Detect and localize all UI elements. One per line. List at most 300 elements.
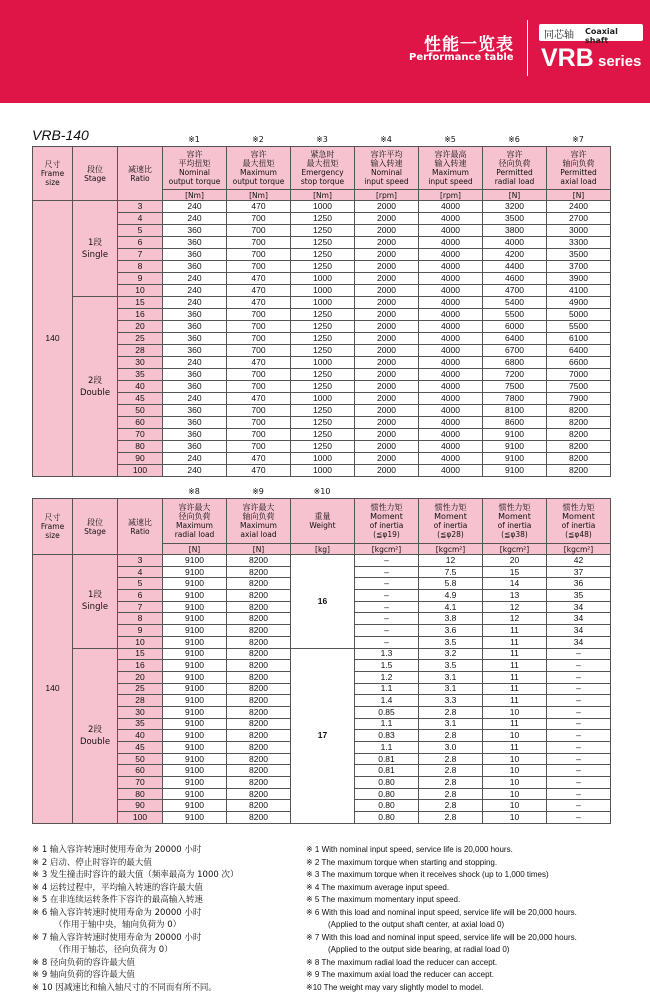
table-row <box>33 369 611 381</box>
ratio-cell: 100 <box>118 465 163 477</box>
value-cell: 0.81 <box>355 765 419 777</box>
value-cell: – <box>547 812 611 824</box>
value-cell: 2000 <box>355 237 419 249</box>
unit-cell: [N] <box>227 544 291 555</box>
value-cell: 8600 <box>483 417 547 429</box>
value-cell: 4000 <box>483 237 547 249</box>
value-cell: 2000 <box>355 393 419 405</box>
header-line: 惯性力矩 <box>434 503 467 512</box>
value-cell: 8200 <box>547 429 611 441</box>
note-line: ※ 7 With this load and nominal input speed, service life will be 20,000 hours. <box>306 932 577 942</box>
value-cell: 8200 <box>227 578 291 590</box>
value-cell: 8200 <box>227 718 291 730</box>
value-cell: 12 <box>483 613 547 625</box>
ratio-cell: 50 <box>118 753 163 765</box>
value-cell: 2000 <box>355 429 419 441</box>
value-cell: 1250 <box>291 405 355 417</box>
ratio-cell: 7 <box>118 601 163 613</box>
value-cell: – <box>547 683 611 695</box>
value-cell: 1000 <box>291 201 355 213</box>
value-cell: 9100 <box>163 578 227 590</box>
header-line: 容许 <box>250 150 267 159</box>
header-ratio-en: Ratio <box>130 526 150 536</box>
header-line: of inertia <box>433 521 468 530</box>
value-cell: 470 <box>227 393 291 405</box>
notes-chinese <box>32 844 302 994</box>
value-cell: 700 <box>227 309 291 321</box>
value-cell: 0.80 <box>355 788 419 800</box>
note-line: （作用于轴芯，径向负荷为 0） <box>54 945 173 955</box>
note-mark: ※6 <box>508 135 520 144</box>
value-cell: 2.8 <box>419 777 483 789</box>
value-cell: 2000 <box>355 273 419 285</box>
table-row <box>33 429 611 441</box>
value-cell: 9100 <box>163 753 227 765</box>
header-frame-en-1: Frame <box>40 169 65 178</box>
note-mark: ※10 <box>313 487 331 496</box>
value-cell: 4000 <box>419 237 483 249</box>
value-cell: 7800 <box>483 393 547 405</box>
ratio-cell: 35 <box>118 718 163 730</box>
ratio-cell: 25 <box>118 683 163 695</box>
note-mark: ※5 <box>444 135 456 144</box>
value-cell: 1250 <box>291 381 355 393</box>
header-frame-en-2: size <box>45 178 60 187</box>
header-column <box>419 147 483 190</box>
value-cell: 240 <box>163 357 227 369</box>
value-cell: 2400 <box>547 201 611 213</box>
value-cell: 240 <box>163 201 227 213</box>
value-cell: 5400 <box>483 297 547 309</box>
value-cell: 6100 <box>547 333 611 345</box>
value-cell: 1000 <box>291 393 355 405</box>
value-cell: 3.8 <box>419 613 483 625</box>
table-row <box>33 357 611 369</box>
table-row <box>33 309 611 321</box>
header-line: 容许最大 <box>178 503 211 512</box>
value-cell: 470 <box>227 285 291 297</box>
value-cell: – <box>355 555 419 567</box>
header-ratio <box>118 147 163 201</box>
value-cell: 4000 <box>419 333 483 345</box>
weight-double-cell: 17 <box>291 648 355 823</box>
ratio-cell: 45 <box>118 742 163 754</box>
header-line: 最大扭矩 <box>242 159 275 168</box>
note-mark: ※9 <box>252 487 264 496</box>
note-line: ※ 6 With this load and nominal input speed, service life will be 20,000 hours. <box>306 907 577 917</box>
value-cell: 1.3 <box>355 648 419 660</box>
value-cell: 9100 <box>163 636 227 648</box>
value-cell: 360 <box>163 237 227 249</box>
header-line: 惯性力矩 <box>498 503 531 512</box>
value-cell: 4000 <box>419 417 483 429</box>
stage-cn: 2段 <box>88 375 102 386</box>
value-cell: 700 <box>227 321 291 333</box>
value-cell: 34 <box>547 625 611 637</box>
ratio-cell: 35 <box>118 369 163 381</box>
header-column <box>163 147 227 190</box>
value-cell: – <box>547 742 611 754</box>
value-cell: 9100 <box>163 800 227 812</box>
banner-title-en: Performance table <box>409 52 514 63</box>
value-cell: 7000 <box>547 369 611 381</box>
value-cell: 3.3 <box>419 695 483 707</box>
value-cell: 700 <box>227 345 291 357</box>
notes-english <box>306 844 646 994</box>
value-cell: – <box>547 660 611 672</box>
value-cell: 0.85 <box>355 706 419 718</box>
value-cell: 9100 <box>163 683 227 695</box>
value-cell: 10 <box>483 765 547 777</box>
value-cell: 2000 <box>355 345 419 357</box>
value-cell: – <box>355 613 419 625</box>
value-cell: 240 <box>163 465 227 477</box>
header-column <box>291 499 355 544</box>
value-cell: 4900 <box>547 297 611 309</box>
performance-table-2 <box>32 498 611 824</box>
header-stage <box>73 147 118 201</box>
value-cell: 1000 <box>291 465 355 477</box>
value-cell: 360 <box>163 429 227 441</box>
ratio-cell: 4 <box>118 213 163 225</box>
header-line: (≦φ28) <box>437 530 464 539</box>
value-cell: 700 <box>227 369 291 381</box>
value-cell: – <box>547 777 611 789</box>
weight-single-cell: 16 <box>291 555 355 649</box>
value-cell: – <box>547 800 611 812</box>
value-cell: 4000 <box>419 345 483 357</box>
value-cell: 6700 <box>483 345 547 357</box>
header-line: Maximum <box>240 168 277 177</box>
header-line: axial load <box>240 530 277 539</box>
header-ratio <box>118 499 163 555</box>
stage-cn: 1段 <box>88 237 102 248</box>
stage-en: Single <box>81 249 109 260</box>
value-cell: 2000 <box>355 225 419 237</box>
header-ratio-cn: 减速比 <box>128 517 152 527</box>
ratio-cell: 15 <box>118 297 163 309</box>
value-cell: 4.1 <box>419 601 483 613</box>
value-cell: 9100 <box>163 613 227 625</box>
header-line: Maximum <box>432 168 469 177</box>
value-cell: – <box>547 706 611 718</box>
ratio-cell: 10 <box>118 285 163 297</box>
value-cell: 9100 <box>163 590 227 602</box>
unit-cell: [kgcm²] <box>483 544 547 555</box>
value-cell: 700 <box>227 381 291 393</box>
header-line: 轴向负荷 <box>242 512 275 521</box>
ratio-cell: 28 <box>118 345 163 357</box>
value-cell: 15 <box>483 566 547 578</box>
value-cell: 240 <box>163 213 227 225</box>
table-row <box>33 345 611 357</box>
value-cell: 2000 <box>355 201 419 213</box>
value-cell: – <box>547 718 611 730</box>
value-cell: 1250 <box>291 345 355 357</box>
ratio-cell: 90 <box>118 800 163 812</box>
value-cell: 4000 <box>419 309 483 321</box>
header-line: 容许最大 <box>242 503 275 512</box>
value-cell: 2000 <box>355 297 419 309</box>
note-line: ※ 9 The maximum axial load the reducer can accept. <box>306 970 494 979</box>
value-cell: – <box>355 590 419 602</box>
model-title: VRB-140 <box>32 127 89 143</box>
value-cell: 5000 <box>547 309 611 321</box>
value-cell: – <box>355 636 419 648</box>
table-row <box>33 273 611 285</box>
value-cell: 8200 <box>547 453 611 465</box>
value-cell: 9100 <box>163 625 227 637</box>
table-row <box>33 237 611 249</box>
value-cell: 3500 <box>547 249 611 261</box>
value-cell: 3.1 <box>419 683 483 695</box>
value-cell: 700 <box>227 249 291 261</box>
value-cell: 9100 <box>163 730 227 742</box>
value-cell: 2.8 <box>419 765 483 777</box>
value-cell: 360 <box>163 309 227 321</box>
value-cell: 4400 <box>483 261 547 273</box>
ratio-cell: 50 <box>118 405 163 417</box>
value-cell: 4700 <box>483 285 547 297</box>
value-cell: 4000 <box>419 357 483 369</box>
note-mark: ※1 <box>188 135 200 144</box>
value-cell: 1250 <box>291 261 355 273</box>
value-cell: 4000 <box>419 381 483 393</box>
ratio-cell: 7 <box>118 249 163 261</box>
note-line: ※ 1 With nominal input speed, service life is 20,000 hours. <box>306 845 513 854</box>
value-cell: 10 <box>483 788 547 800</box>
value-cell: 360 <box>163 345 227 357</box>
value-cell: 1000 <box>291 297 355 309</box>
header-line: 容许 <box>506 150 523 159</box>
header-banner <box>0 0 650 103</box>
value-cell: 3.0 <box>419 742 483 754</box>
value-cell: 700 <box>227 333 291 345</box>
value-cell: 8200 <box>227 753 291 765</box>
value-cell: 1000 <box>291 453 355 465</box>
value-cell: 3200 <box>483 201 547 213</box>
value-cell: 1.2 <box>355 671 419 683</box>
value-cell: 2700 <box>547 213 611 225</box>
value-cell: 7900 <box>547 393 611 405</box>
table-row <box>33 285 611 297</box>
note-mark: ※8 <box>188 487 200 496</box>
unit-cell: [kgcm²] <box>419 544 483 555</box>
value-cell: 3900 <box>547 273 611 285</box>
value-cell: 8200 <box>227 683 291 695</box>
value-cell: 2.8 <box>419 706 483 718</box>
ratio-cell: 10 <box>118 636 163 648</box>
header-frame-size <box>33 147 73 201</box>
performance-table-1 <box>32 146 611 477</box>
value-cell: – <box>355 566 419 578</box>
value-cell: 8200 <box>227 590 291 602</box>
value-cell: 2.8 <box>419 753 483 765</box>
value-cell: 6800 <box>483 357 547 369</box>
value-cell: 9100 <box>483 465 547 477</box>
note-line: ※ 8 The maximum radial load the reducer can accept. <box>306 957 498 967</box>
table-row <box>33 381 611 393</box>
header-column <box>483 499 547 544</box>
value-cell: – <box>547 648 611 660</box>
header-line: of inertia <box>369 521 404 530</box>
header-line: 径向负荷 <box>498 159 531 168</box>
ratio-cell: 16 <box>118 309 163 321</box>
value-cell: 7500 <box>483 381 547 393</box>
series-name: VRB <box>541 44 594 72</box>
ratio-cell: 3 <box>118 555 163 567</box>
header-line: input speed <box>364 177 409 186</box>
value-cell: – <box>547 765 611 777</box>
value-cell: 2000 <box>355 249 419 261</box>
unit-cell: [N] <box>163 544 227 555</box>
table-row <box>33 249 611 261</box>
value-cell: – <box>355 601 419 613</box>
value-cell: 240 <box>163 297 227 309</box>
ratio-cell: 25 <box>118 333 163 345</box>
note-mark: ※7 <box>572 135 584 144</box>
header-stage-cn: 段位 <box>87 164 103 174</box>
ratio-cell: 5 <box>118 225 163 237</box>
coaxial-label-cn: 同芯轴 <box>544 30 574 41</box>
header-line: stop torque <box>300 177 345 186</box>
value-cell: 8200 <box>227 566 291 578</box>
value-cell: 0.83 <box>355 730 419 742</box>
value-cell: 11 <box>483 671 547 683</box>
unit-cell: [Nm] <box>163 190 227 201</box>
value-cell: 34 <box>547 636 611 648</box>
value-cell: – <box>355 625 419 637</box>
value-cell: 10 <box>483 812 547 824</box>
value-cell: 2000 <box>355 309 419 321</box>
value-cell: 4000 <box>419 213 483 225</box>
value-cell: 1.4 <box>355 695 419 707</box>
value-cell: 8200 <box>227 765 291 777</box>
value-cell: 9100 <box>163 788 227 800</box>
value-cell: 360 <box>163 405 227 417</box>
value-cell: 1.1 <box>355 683 419 695</box>
header-line: 容许 <box>186 150 203 159</box>
header-line: Maximum <box>176 521 213 530</box>
value-cell: 12 <box>483 601 547 613</box>
value-cell: 2000 <box>355 369 419 381</box>
value-cell: – <box>547 788 611 800</box>
note-line: ※ 5 The maximum momentary input speed. <box>306 895 461 904</box>
value-cell: 1.1 <box>355 742 419 754</box>
value-cell: 9100 <box>163 812 227 824</box>
unit-cell: [kg] <box>291 544 355 555</box>
value-cell: 8200 <box>227 648 291 660</box>
header-stage-en: Stage <box>84 173 106 183</box>
value-cell: 360 <box>163 249 227 261</box>
value-cell: 10 <box>483 800 547 812</box>
header-frame-en-2: size <box>45 531 60 540</box>
value-cell: 2000 <box>355 405 419 417</box>
table-row <box>33 441 611 453</box>
header-column <box>419 499 483 544</box>
value-cell: 7500 <box>547 381 611 393</box>
value-cell: 3700 <box>547 261 611 273</box>
table-row <box>33 321 611 333</box>
value-cell: 11 <box>483 683 547 695</box>
value-cell: – <box>355 578 419 590</box>
note-line: ※ 1 输入容许转速时使用寿命为 20000 小时 <box>32 845 202 855</box>
header-column <box>547 147 611 190</box>
note-line: ※ 3 发生撞击时容许的最大值（频率最高为 1000 次） <box>32 870 239 880</box>
header-stage <box>73 499 118 555</box>
note-line: ※ 2 The maximum torque when starting and stopping. <box>306 857 498 867</box>
value-cell: 9100 <box>483 429 547 441</box>
header-line: radial load <box>174 530 215 539</box>
header-line: of inertia <box>561 521 596 530</box>
header-line: 容许平均 <box>370 150 403 159</box>
header-line: (≦φ48) <box>565 530 592 539</box>
value-cell: 4100 <box>547 285 611 297</box>
value-cell: 4000 <box>419 201 483 213</box>
table-row <box>33 648 611 660</box>
value-cell: 4000 <box>419 405 483 417</box>
value-cell: 11 <box>483 718 547 730</box>
note-line: (Applied to the output shaft center, at axial load 0) <box>328 920 505 929</box>
value-cell: 4000 <box>419 453 483 465</box>
unit-cell: [N] <box>483 190 547 201</box>
value-cell: 1000 <box>291 273 355 285</box>
value-cell: 470 <box>227 453 291 465</box>
unit-cell: [N] <box>547 190 611 201</box>
value-cell: 5500 <box>547 321 611 333</box>
value-cell: 0.80 <box>355 800 419 812</box>
value-cell: 4000 <box>419 273 483 285</box>
value-cell: 2000 <box>355 213 419 225</box>
value-cell: 0.81 <box>355 753 419 765</box>
value-cell: 8200 <box>227 695 291 707</box>
value-cell: 9100 <box>483 441 547 453</box>
header-line: Maximum <box>240 521 277 530</box>
value-cell: 700 <box>227 213 291 225</box>
header-line: radial load <box>494 177 535 186</box>
header-line: 平均扭矩 <box>178 159 211 168</box>
value-cell: 1250 <box>291 429 355 441</box>
value-cell: 2.8 <box>419 788 483 800</box>
ratio-cell: 20 <box>118 671 163 683</box>
ratio-cell: 16 <box>118 660 163 672</box>
table-row <box>33 417 611 429</box>
value-cell: 4000 <box>419 285 483 297</box>
value-cell: 360 <box>163 441 227 453</box>
unit-cell: [rpm] <box>419 190 483 201</box>
value-cell: 8100 <box>483 405 547 417</box>
coaxial-label-en: Coaxial shaft <box>585 27 618 45</box>
value-cell: 0.80 <box>355 812 419 824</box>
note-line: ※ 3 The maximum torque when it receives shock (up to 1,000 times) <box>306 870 549 879</box>
value-cell: 360 <box>163 333 227 345</box>
value-cell: 700 <box>227 237 291 249</box>
ratio-cell: 40 <box>118 730 163 742</box>
note-line: ※ 4 The maximum average input speed. <box>306 882 450 892</box>
value-cell: 4200 <box>483 249 547 261</box>
value-cell: 42 <box>547 555 611 567</box>
value-cell: 1250 <box>291 333 355 345</box>
value-cell: 470 <box>227 357 291 369</box>
value-cell: 10 <box>483 730 547 742</box>
header-stage-en: Stage <box>84 526 106 536</box>
header-column <box>291 147 355 190</box>
header-line: 输入转速 <box>434 159 467 168</box>
value-cell: 10 <box>483 777 547 789</box>
value-cell: 8200 <box>227 625 291 637</box>
value-cell: 9100 <box>163 648 227 660</box>
note-line: ※10 The weight may vary slightly model to model. <box>306 982 484 992</box>
